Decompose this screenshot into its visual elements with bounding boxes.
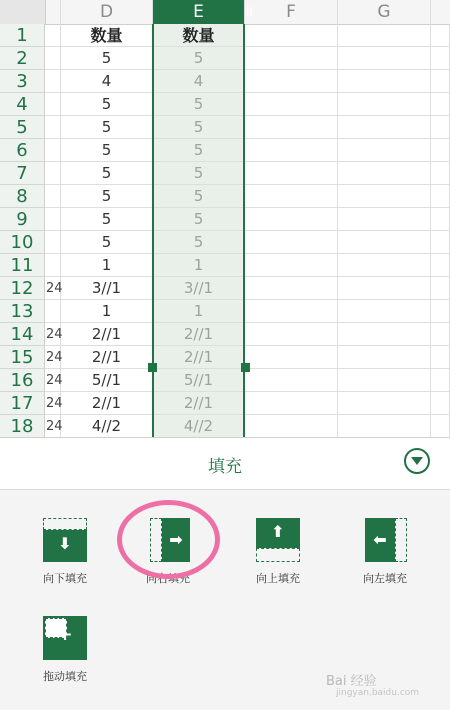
cell-c[interactable] — [45, 300, 61, 323]
cell[interactable] — [431, 346, 450, 369]
cell-c[interactable] — [45, 116, 61, 139]
column-header-h[interactable] — [431, 0, 450, 24]
cell-d[interactable]: 2//1 — [61, 323, 153, 346]
cell-e[interactable]: 2//1 — [153, 346, 245, 369]
cell-c[interactable]: 24 — [45, 346, 61, 369]
cell-d[interactable]: 数量 — [61, 24, 153, 47]
cell-e[interactable]: 5//1 — [153, 369, 245, 392]
cell[interactable] — [431, 231, 450, 254]
fill-panel — [0, 437, 450, 710]
cell[interactable] — [338, 139, 431, 162]
cell[interactable] — [338, 323, 431, 346]
highlight-circle — [117, 500, 220, 579]
cell[interactable] — [338, 185, 431, 208]
cell[interactable] — [431, 323, 450, 346]
cell[interactable] — [431, 47, 450, 70]
cell-e[interactable]: 3//1 — [153, 277, 245, 300]
fill-panel-header — [0, 438, 450, 490]
fill-down-option[interactable] — [25, 518, 105, 588]
cell-d[interactable]: 3//1 — [61, 277, 153, 300]
cell[interactable] — [431, 185, 450, 208]
fill-up-label: 向上填充 — [256, 572, 300, 585]
fill-panel-title: 填充 — [208, 457, 242, 477]
row-header[interactable]: 6 — [0, 139, 45, 162]
cell[interactable] — [245, 70, 338, 93]
watermark-url: jingyan.baidu.com — [336, 688, 420, 698]
cell-e[interactable]: 数量 — [153, 24, 245, 47]
column-header-c[interactable] — [45, 0, 61, 24]
cell[interactable] — [431, 24, 450, 47]
fill-left-label: 向左填充 — [363, 572, 407, 585]
cell-c[interactable]: 24 — [45, 369, 61, 392]
cell[interactable] — [431, 116, 450, 139]
fill-right-label: 向右填充 — [146, 572, 190, 585]
drag-fill-icon: + — [43, 616, 87, 660]
cell-e[interactable]: 5 — [153, 47, 245, 70]
collapse-chevron-icon[interactable] — [404, 448, 430, 474]
column-resize-handle[interactable]: || — [246, 6, 253, 17]
cell[interactable] — [245, 369, 338, 392]
fill-left-option[interactable] — [345, 518, 425, 588]
row-header[interactable]: 2 — [0, 47, 45, 70]
row-header[interactable]: 4 — [0, 93, 45, 116]
cell[interactable] — [431, 254, 450, 277]
cell-d[interactable]: 1 — [61, 300, 153, 323]
row-header[interactable]: 1 — [0, 24, 45, 47]
cell[interactable] — [245, 231, 338, 254]
column-header-g[interactable]: G — [338, 0, 431, 24]
cell-c[interactable] — [45, 93, 61, 116]
cell[interactable] — [431, 415, 450, 438]
cell[interactable] — [431, 139, 450, 162]
fill-down-icon: ⬇ — [43, 518, 87, 562]
cell[interactable] — [431, 369, 450, 392]
cell-d[interactable]: 5 — [61, 116, 153, 139]
cell-e[interactable]: 4 — [153, 70, 245, 93]
cell-e[interactable]: 1 — [153, 254, 245, 277]
cell-e[interactable]: 5 — [153, 162, 245, 185]
cell-c[interactable] — [45, 47, 61, 70]
cell-d[interactable]: 5 — [61, 139, 153, 162]
row-header[interactable]: 16 — [0, 369, 45, 392]
cell-e[interactable]: 5 — [153, 208, 245, 231]
cell[interactable] — [431, 300, 450, 323]
cell-c[interactable] — [45, 208, 61, 231]
cell[interactable] — [245, 24, 338, 47]
cell[interactable] — [245, 185, 338, 208]
cell-c[interactable] — [45, 254, 61, 277]
row-header[interactable]: 9 — [0, 208, 45, 231]
cell-c[interactable]: 24 — [45, 323, 61, 346]
row-header[interactable]: 14 — [0, 323, 45, 346]
cell-d[interactable]: 1 — [61, 254, 153, 277]
cell[interactable] — [431, 93, 450, 116]
cell[interactable] — [431, 277, 450, 300]
column-header-e[interactable]: E — [153, 0, 245, 24]
cell-d[interactable]: 5 — [61, 185, 153, 208]
cell-d[interactable]: 4//2 — [61, 415, 153, 438]
cell[interactable] — [431, 162, 450, 185]
row-header[interactable]: 3 — [0, 70, 45, 93]
cell[interactable] — [245, 415, 338, 438]
cell-c[interactable] — [45, 70, 61, 93]
cell[interactable] — [338, 24, 431, 47]
cell-e[interactable]: 5 — [153, 231, 245, 254]
select-all-corner[interactable] — [0, 0, 46, 24]
cell[interactable] — [338, 231, 431, 254]
watermark-logo: Bai 经验 — [326, 674, 377, 689]
cell-c[interactable] — [45, 185, 61, 208]
cell[interactable] — [338, 369, 431, 392]
column-header-d[interactable]: D — [61, 0, 153, 24]
cell[interactable] — [338, 415, 431, 438]
cell[interactable] — [245, 323, 338, 346]
cell-c[interactable]: 24 — [45, 392, 61, 415]
cell-c[interactable]: 24 — [45, 277, 61, 300]
cell-e[interactable]: 4//2 — [153, 415, 245, 438]
cell-e[interactable]: 5 — [153, 93, 245, 116]
row-header[interactable]: 7 — [0, 162, 45, 185]
fill-right-icon: ➡ — [150, 518, 190, 562]
fill-down-label: 向下填充 — [43, 572, 87, 585]
cell-d[interactable]: 5 — [61, 47, 153, 70]
row-header[interactable]: 17 — [0, 392, 45, 415]
cell[interactable] — [431, 392, 450, 415]
row-header[interactable]: 18 — [0, 415, 45, 438]
cell-d[interactable]: 2//1 — [61, 392, 153, 415]
cell-d[interactable]: 5 — [61, 208, 153, 231]
cell[interactable] — [338, 70, 431, 93]
row-header[interactable]: 12 — [0, 277, 45, 300]
cell[interactable] — [338, 162, 431, 185]
cell[interactable] — [338, 277, 431, 300]
cell-c[interactable] — [45, 231, 61, 254]
cell[interactable] — [338, 47, 431, 70]
column-header-bar — [0, 0, 450, 25]
cell-e[interactable]: 5 — [153, 185, 245, 208]
cell-e[interactable]: 5 — [153, 116, 245, 139]
row-header[interactable]: 10 — [0, 231, 45, 254]
cell[interactable] — [338, 208, 431, 231]
cell[interactable] — [245, 254, 338, 277]
cell[interactable] — [431, 208, 450, 231]
cell-d[interactable]: 5//1 — [61, 369, 153, 392]
cell-e[interactable]: 2//1 — [153, 392, 245, 415]
column-header-f[interactable]: F — [245, 0, 338, 24]
cell[interactable] — [245, 116, 338, 139]
cell-c[interactable]: 24 — [45, 415, 61, 438]
cell[interactable] — [245, 300, 338, 323]
row-header[interactable]: 8 — [0, 185, 45, 208]
fill-up-icon: ⬆ — [256, 518, 300, 562]
cell-c[interactable] — [45, 139, 61, 162]
fill-left-icon: ⬅ — [365, 518, 407, 562]
cell-c[interactable] — [45, 24, 61, 47]
cell[interactable] — [338, 254, 431, 277]
row-header[interactable]: 11 — [0, 254, 45, 277]
cell-e[interactable]: 5 — [153, 139, 245, 162]
row-header[interactable]: 15 — [0, 346, 45, 369]
fill-up-option[interactable] — [238, 518, 318, 588]
cell[interactable] — [245, 47, 338, 70]
cell[interactable] — [245, 277, 338, 300]
cell-c[interactable] — [45, 162, 61, 185]
selection-handle-right[interactable] — [241, 363, 250, 372]
selection-handle-left[interactable] — [148, 363, 157, 372]
cell-e[interactable]: 1 — [153, 300, 245, 323]
cell[interactable] — [338, 300, 431, 323]
cell[interactable] — [431, 70, 450, 93]
cell[interactable] — [338, 93, 431, 116]
cell[interactable] — [338, 392, 431, 415]
cell-e[interactable]: 2//1 — [153, 323, 245, 346]
cell-d[interactable]: 4 — [61, 70, 153, 93]
cell[interactable] — [245, 392, 338, 415]
row-header[interactable]: 5 — [0, 116, 45, 139]
cell[interactable] — [245, 208, 338, 231]
cell[interactable] — [245, 93, 338, 116]
cell[interactable] — [338, 346, 431, 369]
cell[interactable] — [338, 116, 431, 139]
cell-d[interactable]: 5 — [61, 162, 153, 185]
cell-d[interactable]: 5 — [61, 231, 153, 254]
cell[interactable] — [245, 162, 338, 185]
row-header[interactable]: 13 — [0, 300, 45, 323]
cell-d[interactable]: 2//1 — [61, 346, 153, 369]
cell[interactable] — [245, 139, 338, 162]
cell-d[interactable]: 5 — [61, 93, 153, 116]
drag-fill-label: 拖动填充 — [43, 670, 87, 683]
drag-fill-option[interactable] — [25, 616, 105, 686]
cell[interactable] — [245, 346, 338, 369]
